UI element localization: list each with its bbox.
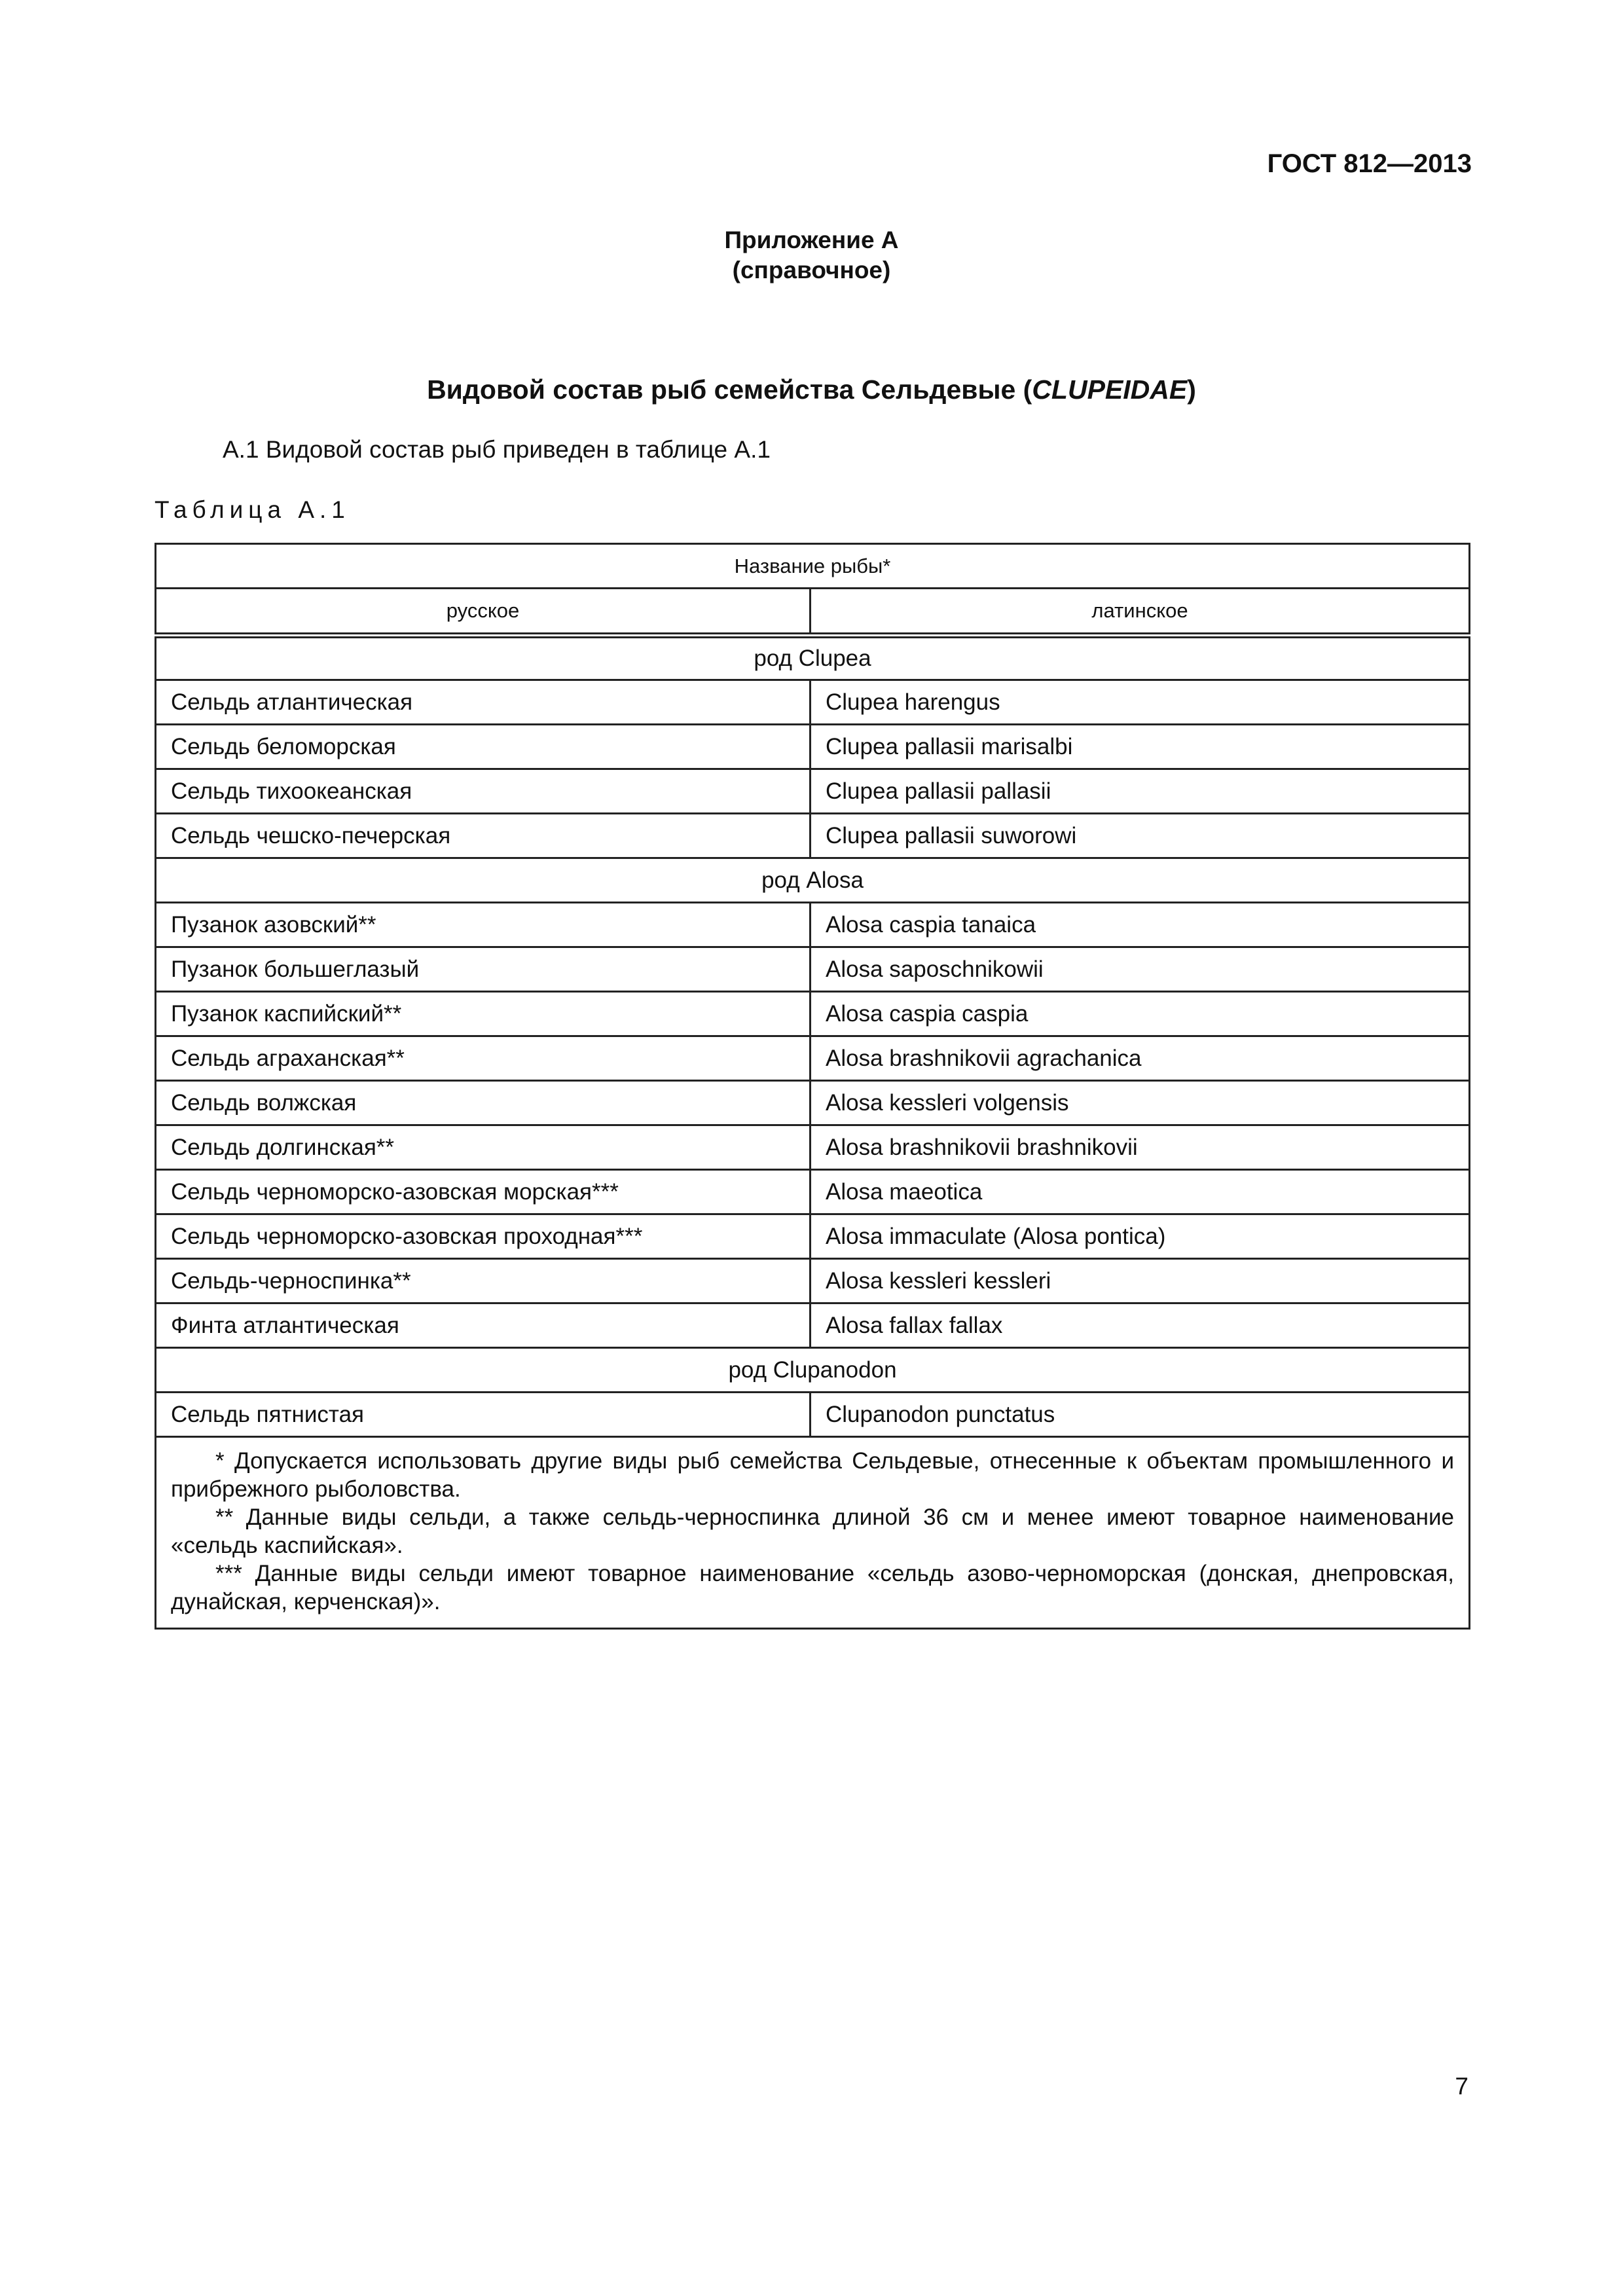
appendix-subtitle: (справочное)	[732, 257, 891, 283]
table-row	[156, 1303, 1470, 1348]
table-row	[156, 680, 1470, 725]
table-row	[156, 814, 1470, 858]
appendix-heading	[0, 225, 1623, 285]
latin-name-cell: Clupea pallasii pallasii	[811, 769, 1470, 814]
table-header-row	[156, 544, 1470, 589]
section-title-suffix: )	[1187, 374, 1196, 405]
footnote: *** Данные виды сельди имеют товарное наименование «сельдь азово-черноморская (донская, днепровская, дунайская, керченская)».	[171, 1561, 1454, 1614]
table-row	[156, 903, 1470, 947]
table-row	[156, 1393, 1470, 1437]
table-row	[156, 992, 1470, 1036]
russian-name-cell: Сельдь черноморско-азовская проходная***	[156, 1214, 811, 1259]
table-caption: Таблица А.1	[155, 496, 350, 523]
header-latin: латинское	[811, 589, 1470, 636]
russian-name-cell: Сельдь-черноспинка**	[156, 1259, 811, 1303]
russian-name-cell: Сельдь волжская	[156, 1081, 811, 1125]
latin-name-cell: Alosa kessleri volgensis	[811, 1081, 1470, 1125]
footnote: ** Данные виды сельди, а также сельдь-черноспинка длиной 36 см и менее имеют товарное наименование «сельдь каспийская».	[171, 1504, 1454, 1558]
russian-name-cell: Сельдь долгинская**	[156, 1125, 811, 1170]
table-row	[156, 769, 1470, 814]
table-row	[156, 1125, 1470, 1170]
fish-species-table	[155, 543, 1470, 1630]
section-title-text: Видовой состав рыб семейства Сельдевые (	[427, 374, 1032, 405]
latin-name-cell: Alosa saposchnikowii	[811, 947, 1470, 992]
russian-name-cell: Сельдь беломорская	[156, 725, 811, 769]
latin-name-cell: Alosa caspia caspia	[811, 992, 1470, 1036]
latin-name-cell: Alosa brashnikovii brashnikovii	[811, 1125, 1470, 1170]
genus-label: род Alosa	[156, 858, 1470, 903]
latin-name-cell: Alosa caspia tanaica	[811, 903, 1470, 947]
russian-name-cell: Сельдь чешско-печерская	[156, 814, 811, 858]
section-title	[0, 374, 1623, 405]
russian-name-cell: Сельдь тихоокеанская	[156, 769, 811, 814]
header-russian: русское	[156, 589, 811, 636]
latin-name-cell: Alosa brashnikovii agrachanica	[811, 1036, 1470, 1081]
table-row	[156, 1036, 1470, 1081]
latin-name-cell: Alosa immaculate (Alosa pontica)	[811, 1214, 1470, 1259]
header-fish-name: Название рыбы*	[156, 544, 1470, 589]
russian-name-cell: Сельдь аграханская**	[156, 1036, 811, 1081]
genus-label: род Clupanodon	[156, 1348, 1470, 1393]
footnote: * Допускается использовать другие виды рыб семейства Сельдевые, отнесенные к объектам промышленного и прибрежного рыболовства.	[171, 1448, 1454, 1502]
russian-name-cell: Сельдь пятнистая	[156, 1393, 811, 1437]
intro-paragraph: А.1 Видовой состав рыб приведен в таблице А.1	[223, 436, 771, 463]
table-notes	[156, 1437, 1470, 1629]
russian-name-cell: Пузанок азовский**	[156, 903, 811, 947]
table-row	[156, 725, 1470, 769]
latin-name-cell: Alosa maeotica	[811, 1170, 1470, 1214]
section-title-latin: CLUPEIDAE	[1032, 374, 1188, 405]
latin-name-cell: Clupanodon punctatus	[811, 1393, 1470, 1437]
russian-name-cell: Пузанок каспийский**	[156, 992, 811, 1036]
page-number: 7	[1455, 2073, 1468, 2100]
russian-name-cell: Финта атлантическая	[156, 1303, 811, 1348]
genus-row	[156, 1348, 1470, 1393]
russian-name-cell: Сельдь черноморско-азовская морская***	[156, 1170, 811, 1214]
latin-name-cell: Clupea pallasii suworowi	[811, 814, 1470, 858]
table-row	[156, 1214, 1470, 1259]
table-row	[156, 1259, 1470, 1303]
latin-name-cell: Clupea harengus	[811, 680, 1470, 725]
latin-name-cell: Clupea pallasii marisalbi	[811, 725, 1470, 769]
genus-label: род Clupea	[156, 636, 1470, 680]
table-row	[156, 1170, 1470, 1214]
appendix-title: Приложение А	[724, 227, 899, 253]
russian-name-cell: Пузанок большеглазый	[156, 947, 811, 992]
table-subheader-row	[156, 589, 1470, 636]
latin-name-cell: Alosa kessleri kessleri	[811, 1259, 1470, 1303]
standard-code: ГОСТ 812—2013	[1267, 149, 1472, 178]
latin-name-cell: Alosa fallax fallax	[811, 1303, 1470, 1348]
table-row	[156, 1081, 1470, 1125]
genus-row	[156, 858, 1470, 903]
notes-row	[156, 1437, 1470, 1629]
genus-row	[156, 636, 1470, 680]
russian-name-cell: Сельдь атлантическая	[156, 680, 811, 725]
table-row	[156, 947, 1470, 992]
